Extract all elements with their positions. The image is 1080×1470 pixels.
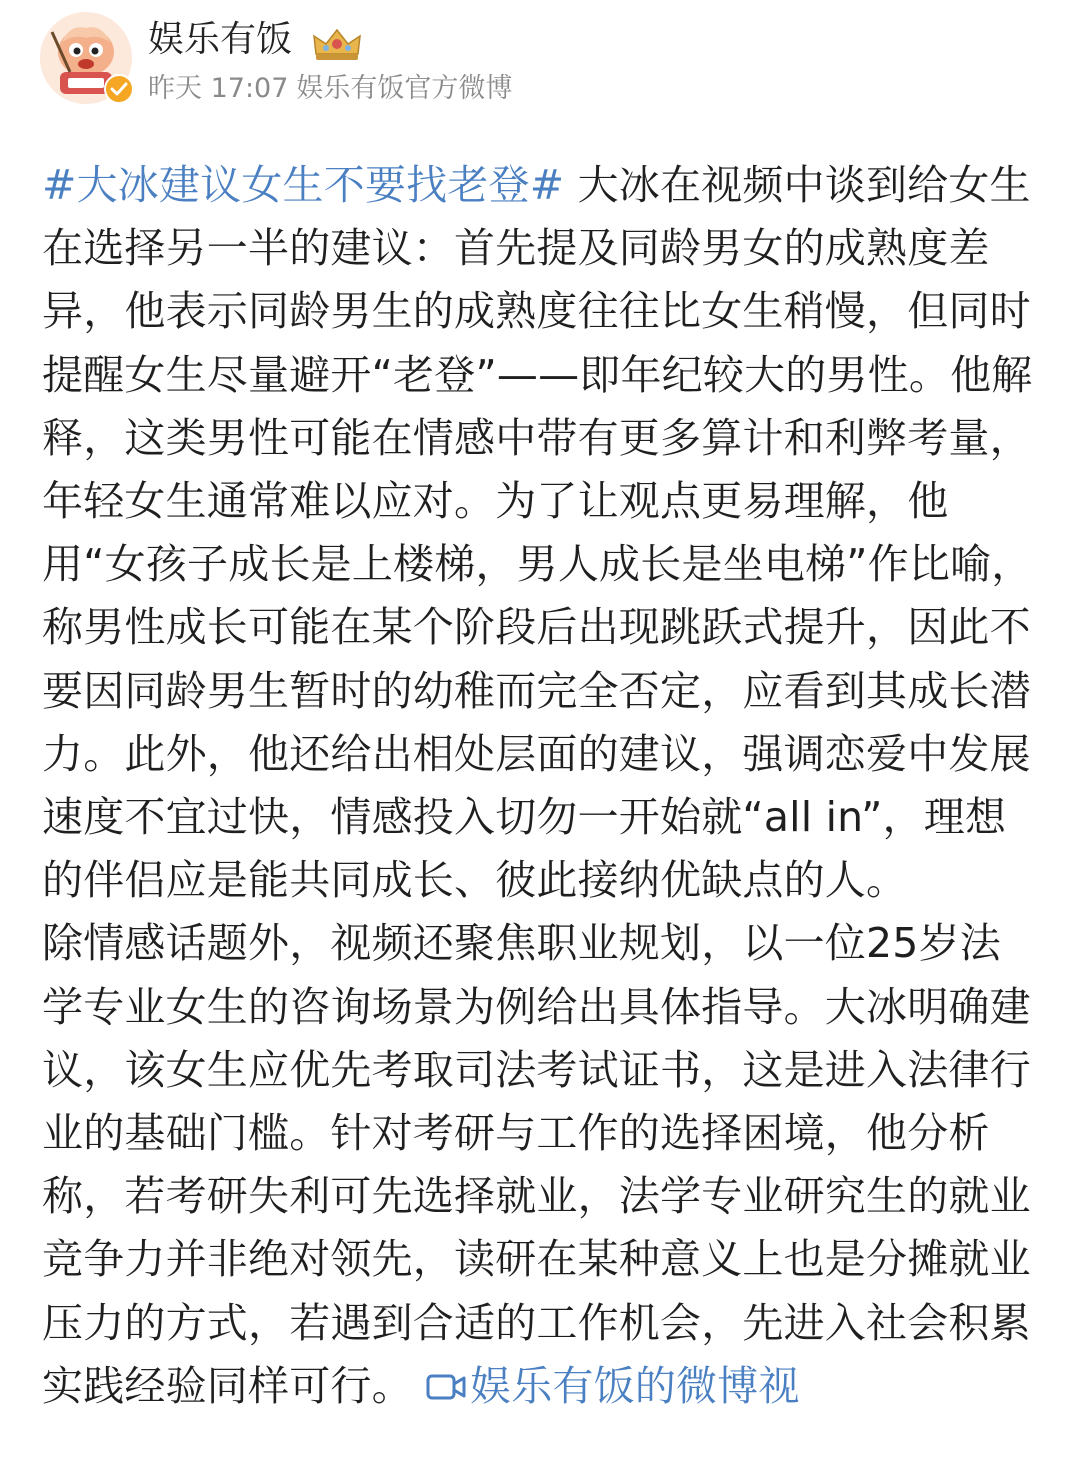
paragraph-1-text: 大冰在视频中谈到给女生在选择另一半的建议：首先提及同龄男女的成熟度差异，他表示同龄男生的成熟度往往比女生稍慢，但同时提醒女生尽量避开“老登”——即年纪较大的男性。他解释，这类男性可能在情感中带有更多算计和利弊考量，年轻女生通常难以应对。为了让观点更易理解，他用“女孩子成长是上楼梯，男人成长是坐电梯”作比喻，称男性成长可能在某个阶段后出现跳跃式提升，因此不要因同龄男生暂时的幼稚而完全否定，应看到其成长潜力。此外，他还给出相处层面的建议，强调恋爱中发展速度不宜过快，情感投入切勿一开始就“all in”，理想的伴侣应是能共同成长、彼此接纳优缺点的人。	[42, 161, 1033, 905]
post-source[interactable]: 娱乐有饭官方微博	[296, 73, 513, 104]
post-body	[42, 154, 1042, 1418]
username[interactable]: 娱乐有饭	[148, 19, 293, 60]
post-time: 昨天 17:07	[148, 73, 289, 104]
video-camera-icon	[426, 1370, 466, 1404]
crown-badge-icon[interactable]	[310, 26, 364, 62]
post-meta	[148, 72, 520, 106]
verified-check-icon	[104, 74, 134, 104]
paragraph-1	[42, 154, 1042, 912]
post-header	[40, 12, 1040, 122]
hashtag-link[interactable]: #大冰建议女生不要找老登#	[42, 161, 565, 209]
video-link-label[interactable]: 娱乐有饭的微博视	[470, 1361, 800, 1410]
paragraph-2	[42, 912, 1042, 1418]
video-link[interactable]	[413, 1362, 800, 1410]
paragraph-2-text: 除情感话题外，视频还聚焦职业规划，以一位25岁法学专业女生的咨询场景为例给出具体指导。大冰明确建议，该女生应优先考取司法考试证书，这是进入法律行业的基础门槛。针对考研与工作的选择困境，他分析称，若考研失利可先选择就业，法学专业研究生的就业竞争力并非绝对领先，读研在某种意义上也是分摊就业压力的方式，若遇到合适的工作机会，先进入社会积累实践经验同样可行。	[42, 919, 1031, 1410]
